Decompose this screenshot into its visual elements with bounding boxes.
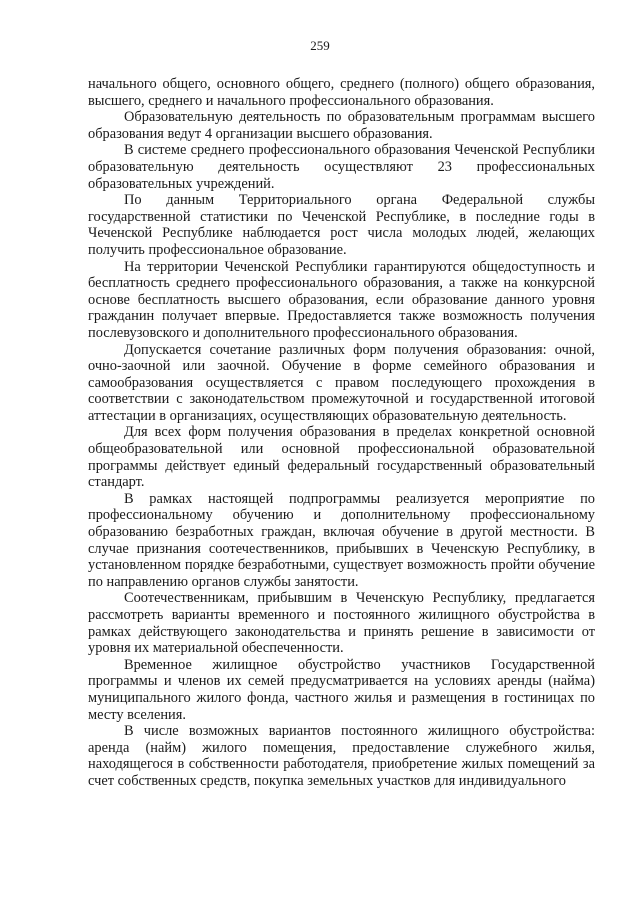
page-number: 259 bbox=[310, 38, 330, 53]
paragraph: В числе возможных вариантов постоянного жилищного обустройства: аренда (найм) жилого помещения, предоставление служебного жилья, находящегося в собственности работодателя, приобретение жилых помещений за счет собственных средств, покупка земельных участков для индивидуального bbox=[88, 723, 595, 789]
paragraph: Соотечественникам, прибывшим в Чеченскую Республику, предлагается рассмотреть варианты временного и постоянного жилищного обустройства в рамках действующего законодательства и принять решение в зависимости от уровня их материальной обеспеченности. bbox=[88, 590, 595, 657]
paragraph: начального общего, основного общего, среднего (полного) общего образования, высшего, среднего и начального профессионального образования. bbox=[88, 76, 595, 109]
body-text bbox=[88, 76, 595, 790]
paragraph: Для всех форм получения образования в пределах конкретной основной общеобразовательной или основной профессиональной образовательной программы действует единый федеральный государственный образовательный стандарт. bbox=[88, 424, 595, 491]
paragraph: На территории Чеченской Республики гарантируются общедоступность и бесплатность среднего профессионального образования, а также на конкурсной основе бесплатность высшего образования, если образование данного уровня гражданин получает впервые. Предоставляется также возможность получения послевузовского и дополнительного профессионального образования. bbox=[88, 258, 595, 341]
paragraph: Образовательную деятельность по образовательным программам высшего образования ведут 4 организации высшего образования. bbox=[88, 109, 595, 142]
paragraph: В рамках настоящей подпрограммы реализуется мероприятие по профессиональному обучению и дополнительному профессиональному образованию безработных граждан, включая обучение в другой местности. В случае признания соотечественников, прибывших в Чеченскую Республику, в установленном порядке безработными, существует возможность пройти обучение по направлению органов службы занятости. bbox=[88, 490, 595, 590]
paragraph: В системе среднего профессионального образования Чеченской Республики образовательную деятельность осуществляют 23 профессиональных образовательных учреждений. bbox=[88, 142, 595, 192]
paragraph: Временное жилищное обустройство участников Государственной программы и членов их семей предусматривается на условиях аренды (найма) муниципального жилого фонда, частного жилья и размещения в гостиницах по месту вселения. bbox=[88, 656, 595, 723]
paragraph: По данным Территориального органа Федеральной службы государственной статистики по Чеченской Республике, в последние годы в Чеченской Республике наблюдается рост числа молодых людей, желающих получить профессиональное образование. bbox=[88, 192, 595, 258]
paragraph: Допускается сочетание различных форм получения образования: очной, очно-заочной или заочной. Обучение в форме семейного образования и самообразования осуществляется с правом последующего прохождения в соответствии с законодательством промежуточной и государственной итоговой аттестации в организациях, осуществляющих образовательную деятельность. bbox=[88, 341, 595, 424]
